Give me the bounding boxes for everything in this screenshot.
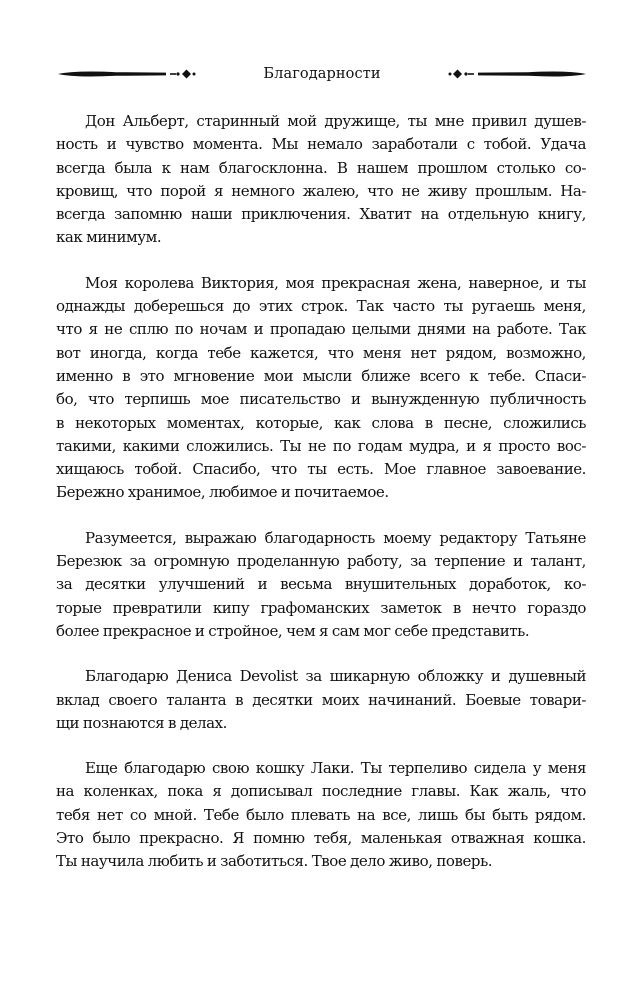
text-line: всегда запомню наши приключения. Хватит на отдельную книгу,	[56, 205, 586, 224]
text-line: кровищ, что порой я немного жалею, что не живу прошлым. На-	[56, 181, 586, 200]
left-ornament-icon	[56, 67, 196, 81]
text-line: Ты научила любить и заботиться. Твое дело живо, поверь.	[56, 852, 493, 871]
text-line: вклад своего таланта в десятки моих начинаний. Боевые товари-	[56, 690, 586, 709]
body-text	[56, 110, 586, 896]
paragraph-cover-artist	[56, 665, 586, 735]
text-line: что я не сплю по ночам и пропадаю целыми днями на работе. Так	[56, 320, 586, 339]
running-title: Благодарности	[263, 66, 381, 82]
text-line: Дон Альберт, старинный мой дружище, ты мне привил душев-	[85, 112, 586, 130]
text-line: как минимум.	[56, 228, 162, 247]
text-line: Разумеется, выражаю благодарность моему редактору Татьяне	[85, 528, 586, 547]
text-line: однажды доберешься до этих строк. Так часто ты ругаешь меня,	[56, 297, 586, 316]
text-line: Еще благодарю свою кошку Лаки. Ты терпеливо сидела у меня	[85, 759, 586, 778]
paragraph-editor	[56, 527, 586, 643]
paragraph-don-albert	[56, 110, 586, 250]
text-line: такими, какими сложились. Ты не по годам мудра, и я просто вос-	[56, 436, 586, 455]
text-line: торые превратили кипу графоманских заметок в нечто гораздо	[56, 598, 586, 617]
text-line: за десятки улучшений и весьма внушительных доработок, ко-	[56, 575, 586, 594]
text-line: хищаюсь тобой. Спасибо, что ты есть. Мое главное завоевание.	[56, 460, 586, 479]
text-line: вот иногда, когда тебе кажется, что меня нет рядом, возможно,	[56, 343, 586, 362]
text-line: более прекрасное и стройное, чем я сам мог себе представить.	[56, 621, 530, 640]
running-header	[56, 64, 588, 84]
text-line: ность и чувство момента. Мы немало заработали с тобой. Удача	[56, 135, 586, 154]
text-line: Моя королева Виктория, моя прекрасная жена, наверное, и ты	[85, 273, 586, 292]
paragraph-cat-lucky	[56, 757, 586, 873]
right-ornament-icon	[448, 67, 588, 81]
text-line: всегда была к нам благосклонна. В нашем прошлом столько со-	[56, 158, 586, 177]
text-line: Благодарю Дениса Devolist за шикарную обложку и душевный	[85, 667, 586, 686]
text-line: Березюк за огромную проделанную работу, за терпение и талант,	[56, 552, 586, 571]
text-line: Это было прекрасно. Я помню тебя, маленькая отважная кошка.	[56, 829, 586, 848]
text-line: тебя нет со мной. Тебе было плевать на все, лишь бы быть рядом.	[56, 805, 586, 824]
text-line: щи познаются в делах.	[56, 713, 227, 732]
text-line: в некоторых моментах, которые, как слова в песне, сложились	[56, 413, 586, 432]
text-line: на коленках, пока я дописывал последние главы. Как жаль, что	[56, 782, 586, 801]
text-line: именно в это мгновение мои мысли ближе всего к тебе. Спаси-	[56, 366, 586, 385]
text-line: Бережно хранимое, любимое и почитаемое.	[56, 483, 389, 502]
paragraph-victoria	[56, 272, 586, 505]
text-line: бо, что терпишь мое писательство и вынужденную публичность	[56, 390, 586, 409]
